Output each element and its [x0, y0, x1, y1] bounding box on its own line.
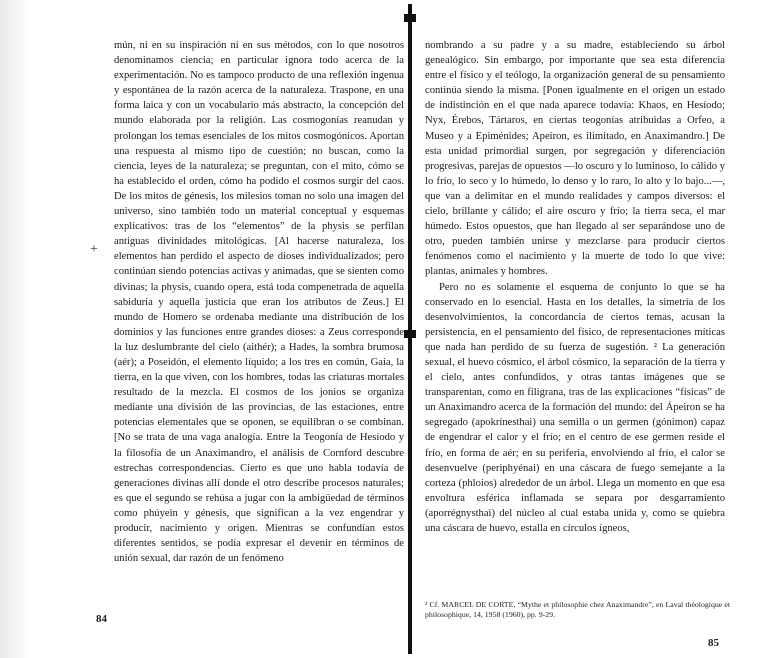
right-page [425, 38, 725, 536]
footnote: ² Cf. MARCEL DE CORTE, “Mythe et philosophie chez Anaximandre”, en Laval théologique et philosophique, 14, 1958 (1960), pp. 9-29. [425, 600, 730, 619]
right-paragraph-2: Pero no es solamente el esquema de conjunto lo que se ha conservado en lo esencial. Hasta en los detalles, la simetría de los desenvolvimientos, la concordancia de ciertos temas, acusan la persistencia, en el pensamiento del físico, de representaciones míticas que nada han perdido de su fuerza de sugestión. ² La generación sexual, el huevo cósmico, el árbol cósmico, la separación de la tierra y el cielo, antes confundidos, y otras tantas imágenes que se transparentan, como en filigrana, tras de las explicaciones “físicas” de un Anaximandro acerca de la formación del mundo: del Ápeiron se ha segregado (apokrínesthai) una semilla o un germen (gónimon) capaz de engendrar el calor y el frío; en el centro de ese germen reside el frío, en forma de aér; en su periferia, envolviendo al frío, el calor se desenvuelve (periphyénai) en una cáscara de fuego semejante a la corteza (phloios) alrededor de un árbol. Llega un momento en que esa envoltura esférica inflamada se separa por desgarramiento (aporrégnysthai) del núcleo al cual estaba unida y, como se quiebra una cáscara de huevo, estalla en círculos ígneos, [425, 281, 725, 534]
left-page-number: 84 [96, 613, 107, 625]
margin-annotation-mark: + [90, 242, 98, 257]
gutter-notch-top [404, 14, 416, 22]
right-page-number: 85 [708, 637, 719, 649]
book-gutter [408, 4, 412, 654]
left-page [114, 38, 404, 566]
left-page-text: mún, ni en su inspiración ni en sus métodos, con lo que nosotros denominamos ciencia; en particular ignora todo acerca de la experimentación. No es tampoco producto de una reflexión ingenua y espontánea de la razón acerca de la naturaleza. Traspone, en una forma laica y con un vocabulario más abstracto, la concepción del mundo elaborada por la religión. Las cosmogonías reanudan y prolongan los temas esenciales de los mitos cosmogónicos. Aportan una respuesta al mismo tipo de cuestión; no buscan, como la ciencia, leyes de la naturaleza; se preguntan, con el mito, cómo se ha establecido el orden, cómo ha podido el cosmos surgir del caos. De los mitos de génesis, los milesios toman no solo una imagen del universo, sino también todo un material conceptual y esquemas explicativos: tras de los “elementos” de la physis se perfilan antiguas divinidades mitológicas. [Al hacerse naturaleza, los elementos han perdido el aspecto de dioses individualizados; pero continúan siendo potencias activas y animadas, que se sienten como divinas; la physis, cuando opera, está toda compenetrada de aquella sabiduría y aquella justicia que eran los atributos de Zeus.] El mundo de Homero se ordenaba mediante una distribución de los dominios y las funciones entre grandes dioses: a Zeus corresponde la luz deslumbrante del cielo (aithér); a Hades, la sombra brumosa (aér); a Poseidón, el elemento líquido; a los tres en común, Gaia, la tierra, en la que viven, con los hombres, todas las criaturas mortales resultado de la mezcla. El cosmos de los jonios se organiza mediante una división de las provincias, de las estaciones, entre potencias elementales que se oponen, se equilibran o se combinan. [No se trata de una vaga analogía. Entre la Teogonía de Hesíodo y la filosofía de un Anaximandro, el análisis de Cornford descubre estrechas correspondencias. Cierto es que uno habla todavía de generaciones divinas allí donde el otro describe procesos naturales; es que el segundo se rehúsa a jugar con la ambigüedad de términos como phúyein y génesis, que significan a la vez engendrar y producir, nacimiento y origen. Mientras se confundían estos diferentes sentidos, se podía expresar el devenir en términos de unión sexual, dar razón de un fenómeno [114, 40, 404, 565]
page-shadow [0, 0, 30, 658]
right-paragraph-1: nombrando a su padre y a su madre, estableciendo su árbol genealógico. Sin embargo, por importante que sea esta diferencia entre el físico y el teólogo, la organización general de su pensamiento continúa siendo la misma. [Ponen igualmente en el origen un estado de indistinción en el que nada aparece todavía: Khaos, en Hesíodo; Nyx, Érebos, Tártaros, en ciertas teogonías atribuidas a Orfeo, a Museo y a Epiménides; Apeiron, es ilimitado, en Anaximandro.] De esta unidad primordial surgen, por segregación y diferenciación progresivas, parejas de opuestos —lo oscuro y lo luminoso, lo cálido y lo frío, lo seco y lo húmedo, lo denso y lo raro, lo alto y lo bajo...—, que van a delimitar en el mundo realidades y campos diversos: el cielo, brillante y cálido; el aire oscuro y frío; la tierra seca, el mar húmedo. Estos opuestos, que han llegado al ser separándose uno de otro, pueden también unirse y mezclarse para producir ciertos fenómenos como el nacimiento y la muerte de todo lo que vive: plantas, animales y hombres. [425, 40, 725, 278]
gutter-notch-middle [404, 330, 416, 338]
